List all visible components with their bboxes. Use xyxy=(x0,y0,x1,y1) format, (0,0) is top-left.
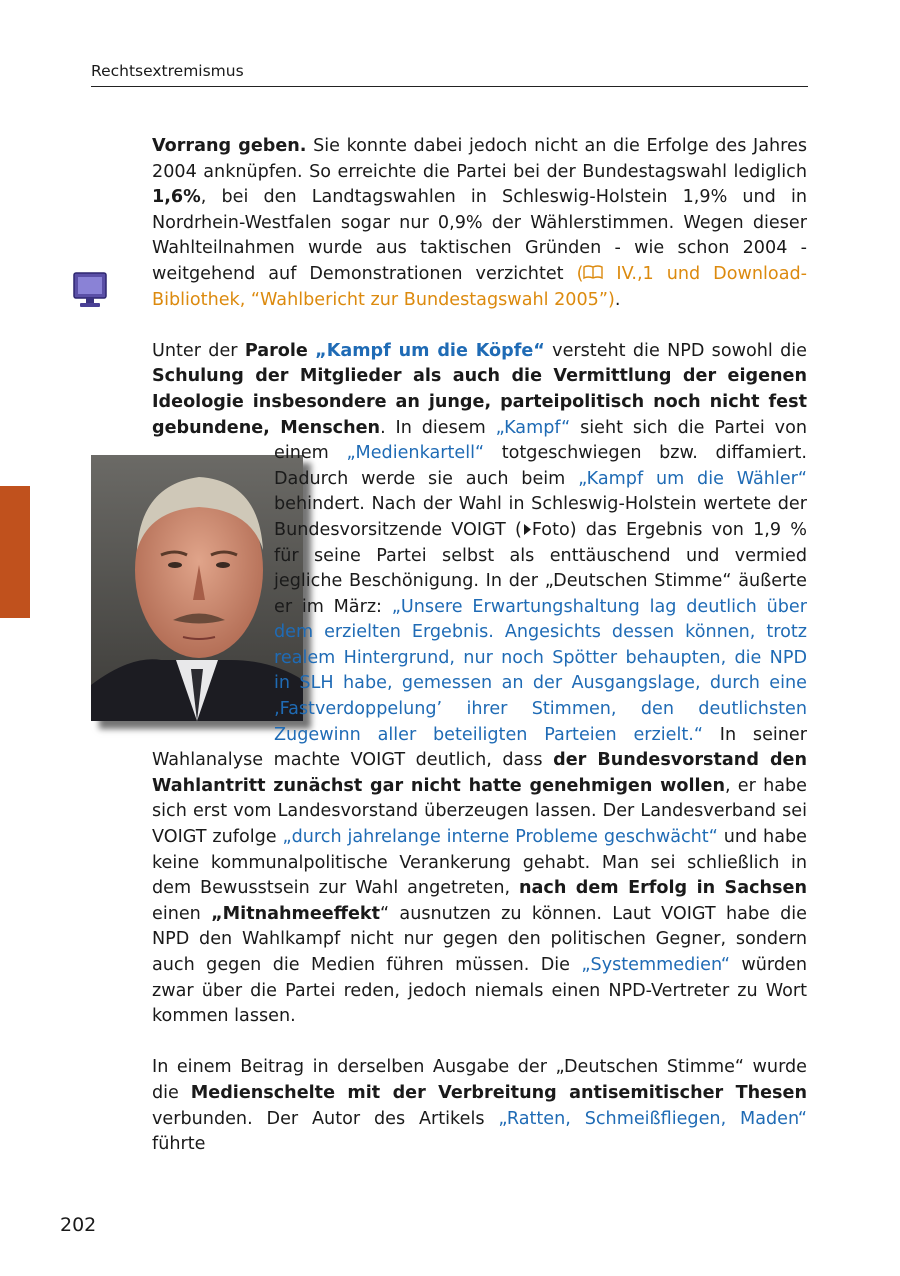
bold-text: nach dem Erfolg in Sachsen xyxy=(519,878,807,899)
chapter-side-tab xyxy=(0,486,30,618)
book-icon xyxy=(583,265,603,280)
triangle-right-icon[interactable] xyxy=(522,523,532,536)
bold-text: Vorrang geben. xyxy=(152,136,307,156)
bold-text: Schulung der Mitglieder als auch die Vermittlung der eigenen Ideologie insbesondere an junge, parteipolitisch noch nicht fest gebundene, Menschen xyxy=(152,366,807,438)
quote-text: „Ratten, Schmeißfliegen, Maden“ xyxy=(498,1108,807,1129)
monitor-icon xyxy=(73,272,107,308)
bold-text: „Mitnahmeeffekt xyxy=(211,903,381,924)
bold-text: Parole xyxy=(244,340,308,361)
photo-float-space xyxy=(91,441,274,748)
text: , bei den Landtagswahlen in Schleswig-Holstein 1,9% und in Nordrhein-Westfalen sogar nur 0,9% der Wählerstimmen. Wegen dieser Wahlteilnahmen wurde aus taktischen Gründen - wie schon 2004 - weitgehend auf Demonstrationen verzichtet xyxy=(152,187,807,284)
article-body xyxy=(152,134,807,1158)
bold-text: Medienschelte mit der Verbreitung antisemitischer Thesen xyxy=(190,1082,807,1103)
paragraph-3: In einem Beitrag in derselben Ausgabe der „Deutschen Stimme“ wurde die Medienschelte mit der Verbreitung antisemitischer Thesen verbunden. Der Autor des Artikels „Ratten, Schmeißfliegen, Maden“ führte xyxy=(152,1057,807,1155)
quote-text: „Unsere Erwartungshaltung lag deutlich über dem erzielten Ergebnis. Angesichts dessen können, trotz realem Hintergrund, nur noch Spötter behaupten, die NPD in SLH habe, gemessen an der Ausgangslage, durch eine ‚Fastverdoppelung’ ihrer Stimmen, den deutlichsten Zugewinn aller beteiligten Parteien erzielt.“ xyxy=(274,596,807,745)
quote-text: „durch jahrelange interne Probleme geschwächt“ xyxy=(282,827,718,848)
page-header xyxy=(91,60,808,87)
bold-text: 1,6% xyxy=(152,187,201,208)
paragraph-2: Unter der Parole „Kampf um die Köpfe“ versteht die NPD sowohl die Schulung der Mitglieder als auch die Vermittlung der eigenen Ideologie insbesondere an junge, parteipolitisch noch nicht fest gebundene, Menschen. In diesem „Kampf“ sieht sich die Partei von einem „Medienkartell“ totgeschwiegen bzw. diffamiert. Dadurch werde sie auch beim „Kampf um die Wähler“ behindert. Nach der Wahl in Schleswig-Holstein wertete der Bundesvorsitzende VOIGT ( Foto) das Ergebnis von 1,9 % für seine Partei selbst als enttäuschend und vermied jegliche Beschönigung. In der „Deutschen Stimme“ äußerte er im März: „Unsere Erwartungshaltung lag deutlich über dem erzielten Ergebnis. Angesichts dessen können, trotz realem Hintergrund, nur noch Spötter behaupten, die NPD in SLH habe, gemessen an der Ausgangslage, durch eine ‚Fastverdoppelung’ ihrer Stimmen, den deutlichsten Zugewinn aller beteiligten Parteien erzielt.“ In seiner Wahlanalyse machte VOIGT deutlich, dass der Bundesvorstand den Wahlantritt zunächst gar nicht hatte genehmigen wollen, er habe sich erst vom Landesvorstand überzeugen lassen. Der Landesverband sei VOIGT zufolge „durch jahrelange interne Probleme geschwächt“ und habe keine kommunalpolitische Verankerung gehabt. Man sei schließlich in dem Bewusstsein zur Wahl angetreten, nach dem Erfolg in Sachsen einen „Mitnahmeeffekt“ ausnutzen zu können. Laut VOIGT habe die NPD den Wahlkampf nicht nur gegen den politischen Gegner, sondern auch gegen die Medien führen müssen. Die „Systemmedien“ würden zwar über die Partei reden, jedoch niemals einen NPD-Vertreter zu Wort kommen lassen. xyxy=(152,339,807,1030)
quote-text: „Medienkartell“ xyxy=(346,443,485,464)
quote-text: „Kampf um die Köpfe“ xyxy=(315,340,545,361)
quote-text: „Systemmedien“ xyxy=(581,955,730,975)
paragraph-1: Vorrang geben. Sie konnte dabei jedoch nicht an die Erfolge des Jahres 2004 anknüpfen. So erreichte die Partei bei der Bundestagswahl lediglich 1,6%, bei den Landtagswahlen in Schleswig-Holstein 1,9% und in Nordrhein-Westfalen sogar nur 0,9% der Wählerstimmen. Wegen dieser Wahlteilnahmen wurde aus taktischen Gründen - wie schon 2004 - weitgehend auf Demonstrationen verzichtet ( IV.,1 und Download-Bibliothek, “Wahlbericht zur Bundestagswahl 2005”). xyxy=(152,136,807,310)
quote-text: „Kampf“ xyxy=(495,417,571,438)
cross-reference-link[interactable]: ( IV.,1 und Download-Bibliothek, “Wahlbericht zur Bundestagswahl 2005”) xyxy=(152,263,807,310)
text: Sie konnte dabei jedoch nicht an die Erfolge des Jahres 2004 anknüpfen. So erreichte die Partei bei der Bundestagswahl lediglich xyxy=(152,136,807,182)
header-title: Rechtsextremismus xyxy=(91,62,244,80)
page-number: 202 xyxy=(60,1214,97,1236)
bold-text: der Bundesvorstand den Wahlantritt zunächst gar nicht hatte genehmigen wollen xyxy=(152,750,807,796)
quote-text: „Kampf um die Wähler“ xyxy=(578,468,807,489)
